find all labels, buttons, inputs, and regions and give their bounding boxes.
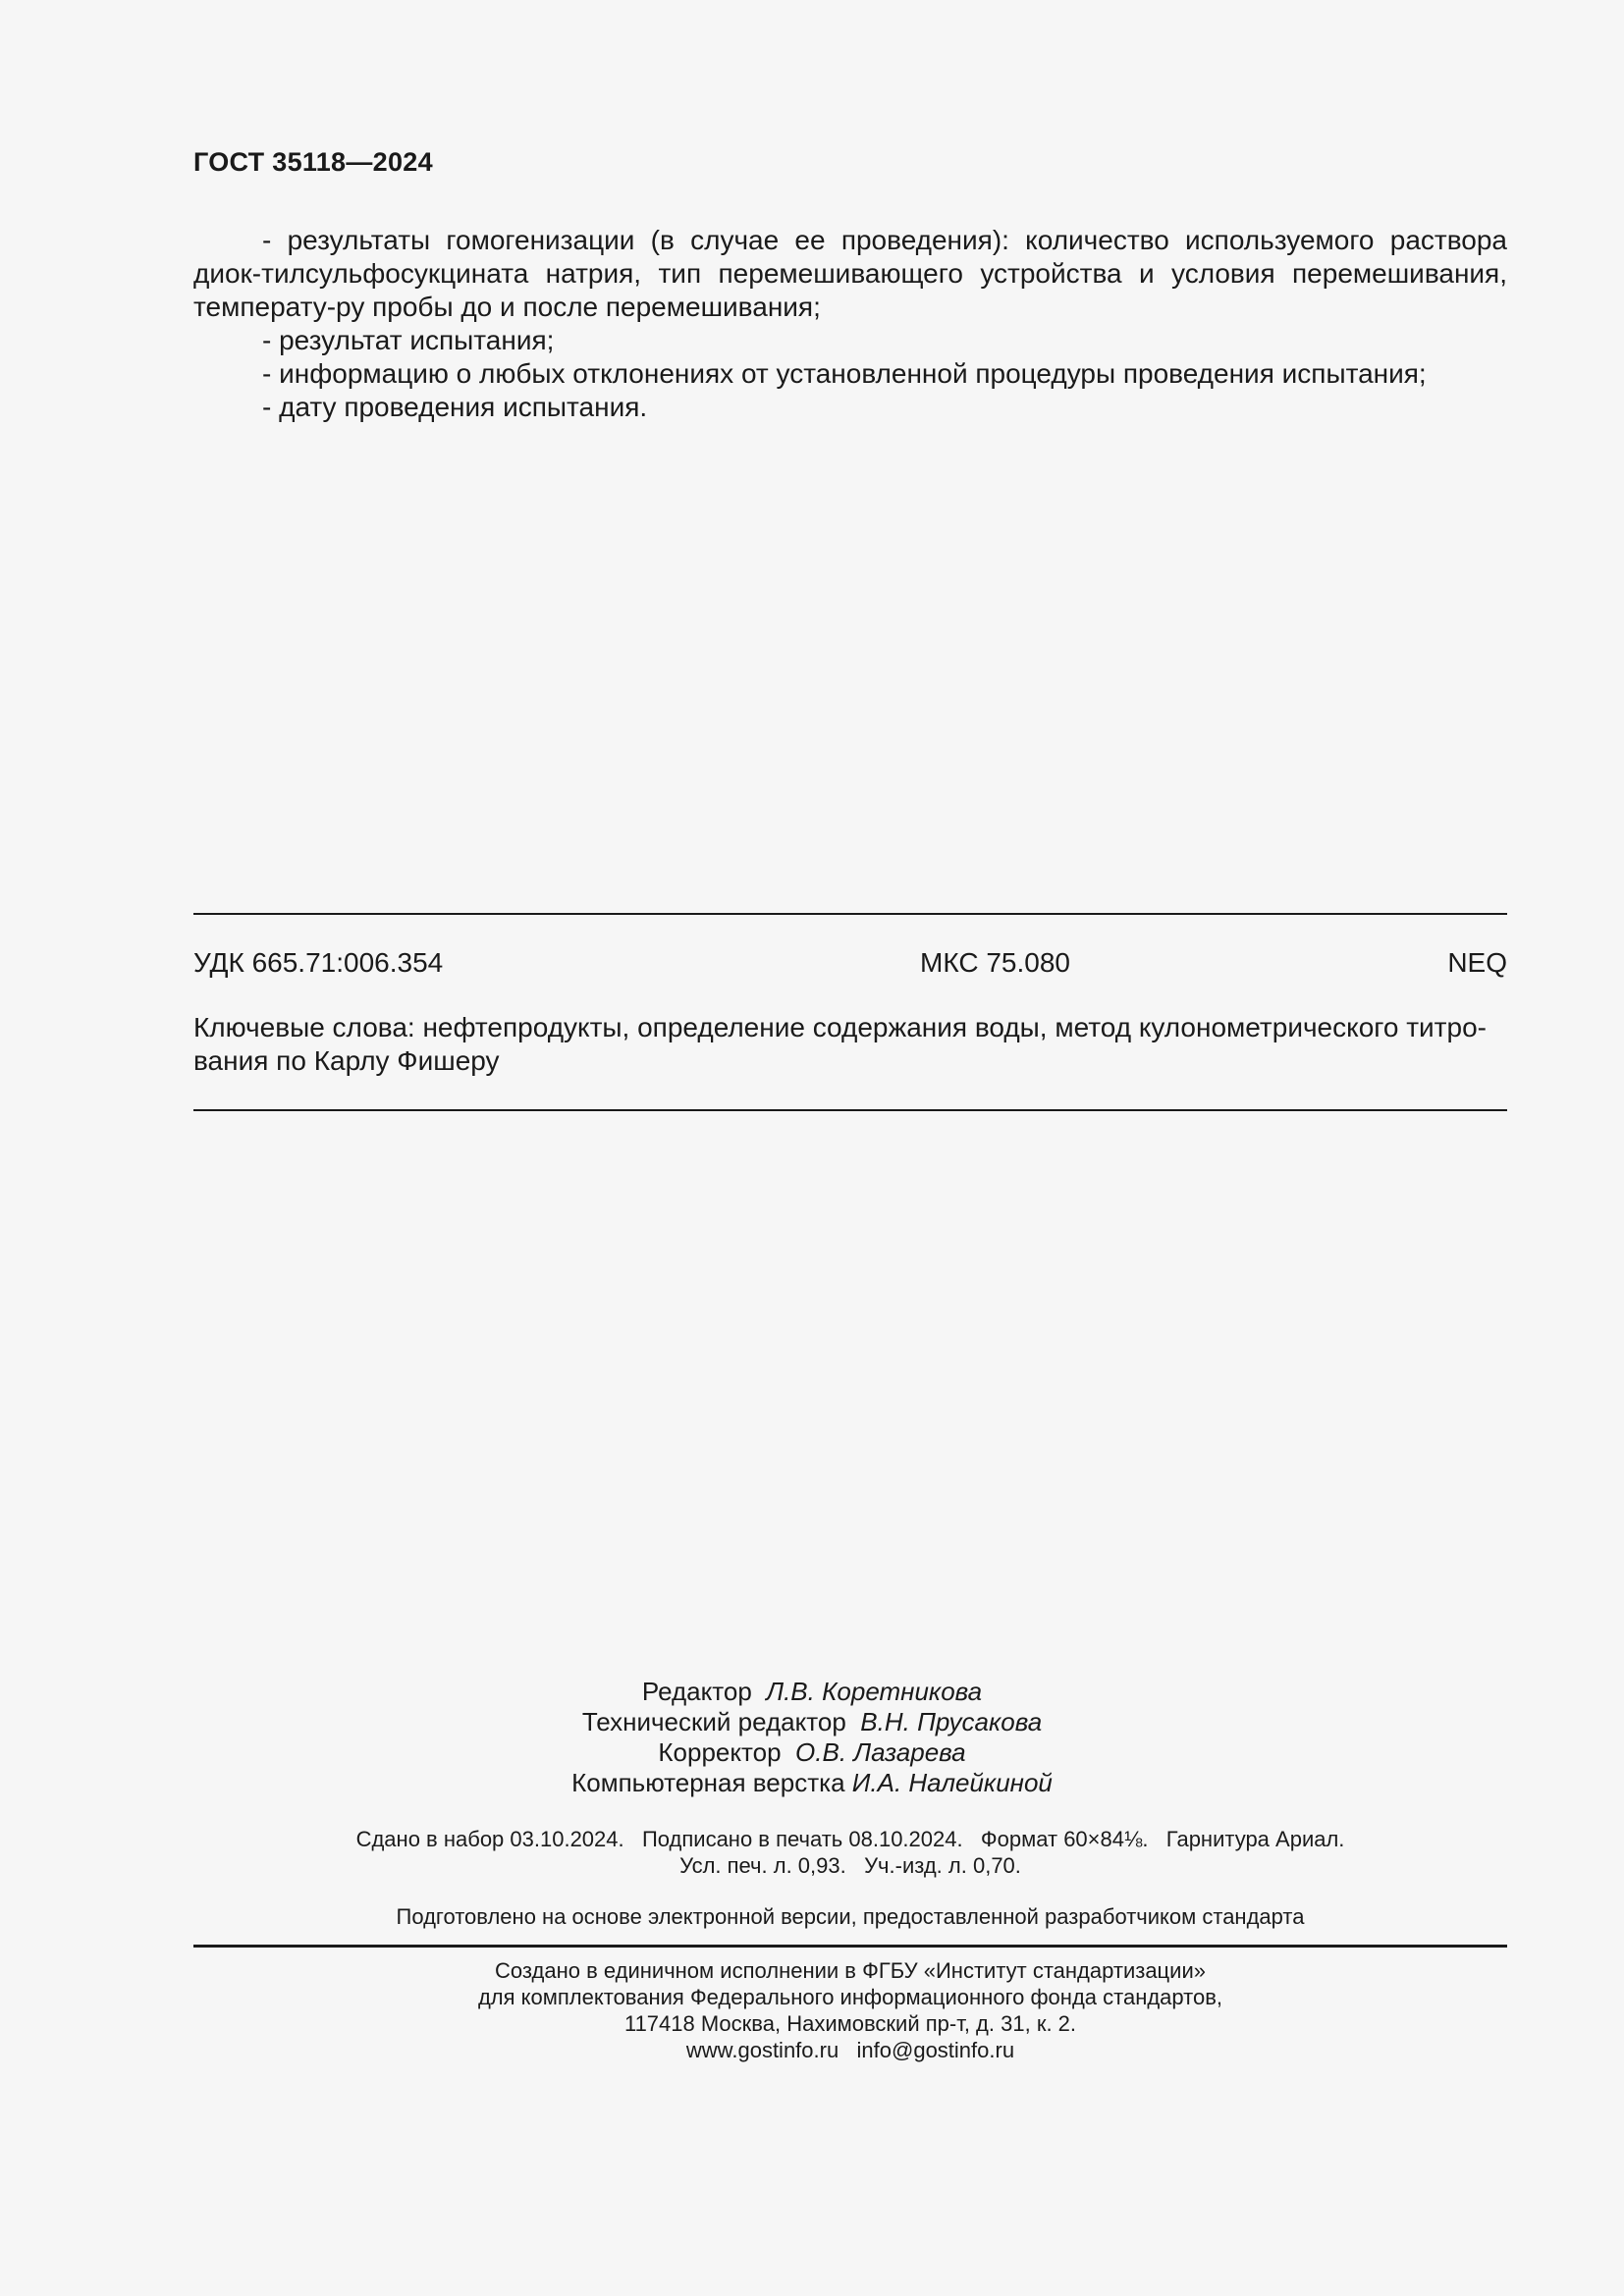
layout-label: Компьютерная верстка	[571, 1768, 845, 1797]
keywords-paragraph	[193, 1011, 1507, 1078]
publisher-line: для комплектования Федерального информационного фонда стандартов,	[477, 1985, 1223, 2009]
tech-editor-name: В.Н. Прусакова	[860, 1707, 1043, 1736]
editor-name: Л.В. Коретникова	[766, 1677, 983, 1706]
neq-label: NEQ	[1447, 947, 1507, 978]
print-info-line: Усл. печ. л. 0,93. Уч.-изд. л. 0,70.	[679, 1853, 1021, 1878]
list-item: - результаты гомогенизации (в случае ее проведения): количество используемого раствора диок-тилсульфосукцината натрия, тип перемешивающего устройства и условия перемешивания, температу-ру пробы до и после перемешивания;	[193, 225, 1507, 322]
editor-credit	[0, 1677, 1624, 1707]
layout-credit	[0, 1768, 1624, 1798]
publisher-links: www.gostinfo.ru info@gostinfo.ru	[685, 2038, 1015, 2062]
publisher-line: Создано в единичном исполнении в ФГБУ «Институт стандартизации»	[495, 1958, 1206, 1983]
classification-row	[193, 946, 1507, 980]
standard-code-header: ГОСТ 35118—2024	[193, 147, 433, 177]
mks-code: МКС 75.080	[920, 947, 1070, 978]
tech-editor-label: Технический редактор	[581, 1707, 846, 1736]
print-info-block	[0, 1826, 1624, 1879]
list-item: - дату проведения испытания.	[262, 392, 648, 422]
classification-bottom-divider	[193, 1109, 1507, 1111]
prepared-note: Подготовлено на основе электронной версии, предоставленной разработчиком стандарта	[396, 1904, 1305, 1929]
credits-block	[0, 1677, 1624, 1798]
publisher-divider	[193, 1945, 1507, 1948]
keywords-line: Ключевые слова: нефтепродукты, определение содержания воды, метод кулонометрического титро-	[193, 1012, 1487, 1042]
tech-editor-credit	[0, 1707, 1624, 1737]
corrector-name: О.В. Лазарева	[795, 1737, 966, 1767]
list-item: - информацию о любых отклонениях от установленной процедуры проведения испытания;	[262, 358, 1427, 389]
publisher-line: 117418 Москва, Нахимовский пр-т, д. 31, к. 2.	[623, 2011, 1077, 2036]
editor-label: Редактор	[641, 1677, 752, 1706]
corrector-credit	[0, 1737, 1624, 1768]
corrector-label: Корректор	[658, 1737, 782, 1767]
classification-top-divider	[193, 913, 1507, 915]
udk-code: УДК 665.71:006.354	[193, 947, 444, 978]
publisher-block	[0, 1957, 1624, 2063]
layout-name: И.А. Налейкиной	[851, 1768, 1053, 1797]
list-item: - результат испытания;	[262, 325, 555, 355]
keywords-line: вания по Карлу Фишеру	[193, 1045, 500, 1076]
print-info-line: Сдано в набор 03.10.2024. Подписано в печать 08.10.2024. Формат 60×84⅛. Гарнитура Ариал.	[355, 1827, 1345, 1851]
test-report-list	[193, 224, 1507, 424]
